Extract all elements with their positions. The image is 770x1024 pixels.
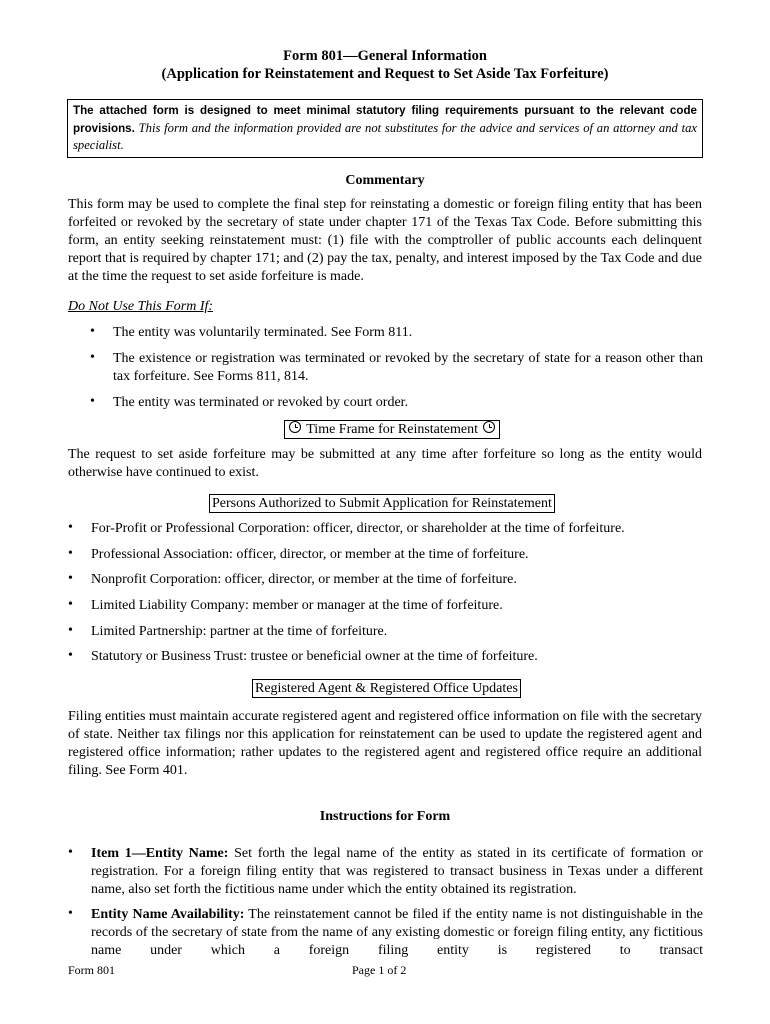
bullet: •: [90, 324, 95, 339]
time-frame-heading: [284, 420, 500, 439]
bullet: •: [90, 394, 95, 409]
list-item-text: Professional Association: officer, director, or member at the time of forfeiture.: [91, 547, 529, 562]
bullet: •: [68, 520, 73, 535]
instruction-item-label: Item 1—Entity Name:: [91, 846, 229, 861]
disclaimer-bold: The attached form is designed to meet minimal statutory filing requirements pursuant to the relevant code provisions.: [73, 104, 697, 135]
form-title: Form 801—General Information: [283, 48, 487, 64]
list-item-text: The entity was terminated or revoked by court order.: [113, 395, 409, 410]
instruction-item-label: Entity Name Availability:: [91, 907, 245, 922]
clock-icon: [483, 421, 495, 433]
commentary-paragraph: This form may be used to complete the final step for reinstating a domestic or foreign filing entity that has been forfeited or revoked by the secretary of state under chapter 171 of the Texas Tax Code. Before submitting this form, an entity seeking reinstatement must: (1) file with the comptroller of public accounts each delinquent report that is required by chapter 171; and (2) pay the tax, penalty, and interest imposed by the Tax Code and due at the time the request to set aside forfeiture is made.: [68, 197, 702, 284]
instruction-item-text: The reinstatement cannot be filed if the entity name is not distinguishable in the records of the secretary of state from the name of any existing domestic or foreign filing entity, any fictitious name under which a foreign filing entity is registered to transact: [91, 907, 704, 958]
clock-icon: [289, 421, 301, 433]
time-frame-heading-label: Time Frame for Reinstatement: [306, 422, 478, 437]
bullet: •: [90, 350, 95, 365]
time-frame-paragraph: The request to set aside forfeiture may be submitted at any time after forfeiture so long as the entity would otherwise have continued to exist.: [68, 447, 702, 480]
instruction-item-body: [91, 845, 703, 899]
bullet: •: [68, 623, 73, 638]
list-item-text: Statutory or Business Trust: trustee or beneficial owner at the time of forfeiture.: [91, 649, 538, 664]
list-item-text: The existence or registration was terminated or revoked by the secretary of state for a reason other than tax forfeiture. See Forms 811, 814.: [113, 351, 703, 384]
registered-agent-heading: Registered Agent & Registered Office Updates: [252, 679, 521, 698]
footer-form-label: Form 801: [68, 963, 116, 977]
bullet: •: [68, 546, 73, 561]
bullet: •: [68, 648, 73, 663]
instruction-item-body: [91, 906, 703, 960]
commentary-heading: Commentary: [345, 173, 425, 188]
form-subtitle: (Application for Reinstatement and Request to Set Aside Tax Forfeiture): [161, 66, 609, 82]
bullet: •: [68, 571, 73, 586]
registered-agent-paragraph: Filing entities must maintain accurate registered agent and registered office information on file with the secretary of state. Neither tax filings nor this application for reinstatement can be used to update the registered agent and registered office information; rather updates to the registered agent and registered office require an additional filing. See Form 401.: [68, 709, 702, 778]
bullet: •: [68, 845, 73, 860]
list-item-text: The entity was voluntarily terminated. See Form 811.: [113, 325, 413, 340]
disclaimer-italic: This form and the information provided are not substitutes for the advice and services of an attorney and tax specialist.: [73, 120, 697, 152]
list-item-text: Limited Partnership: partner at the time of forfeiture.: [91, 624, 388, 639]
list-item-text: For-Profit or Professional Corporation: officer, director, or shareholder at the time of forfeiture.: [91, 521, 625, 536]
list-item-text: Nonprofit Corporation: officer, director, or member at the time of forfeiture.: [91, 572, 517, 587]
instructions-heading: Instructions for Form: [319, 809, 451, 824]
do-not-use-heading: Do Not Use This Form If:: [68, 299, 214, 314]
instruction-item-text: Set forth the legal name of the entity as stated in its certificate of formation or registration. For a foreign filing entity that was registered to transact business in Texas under a different name, also set forth the fictitious name under which the entity obtained its registration.: [91, 846, 703, 897]
list-item-text: Limited Liability Company: member or manager at the time of forfeiture.: [91, 598, 503, 613]
disclaimer-box: [67, 99, 703, 158]
persons-heading: Persons Authorized to Submit Application for Reinstatement: [209, 494, 555, 513]
bullet: •: [68, 906, 73, 921]
footer-page-number: Page 1 of 2: [352, 963, 407, 977]
bullet: •: [68, 597, 73, 612]
